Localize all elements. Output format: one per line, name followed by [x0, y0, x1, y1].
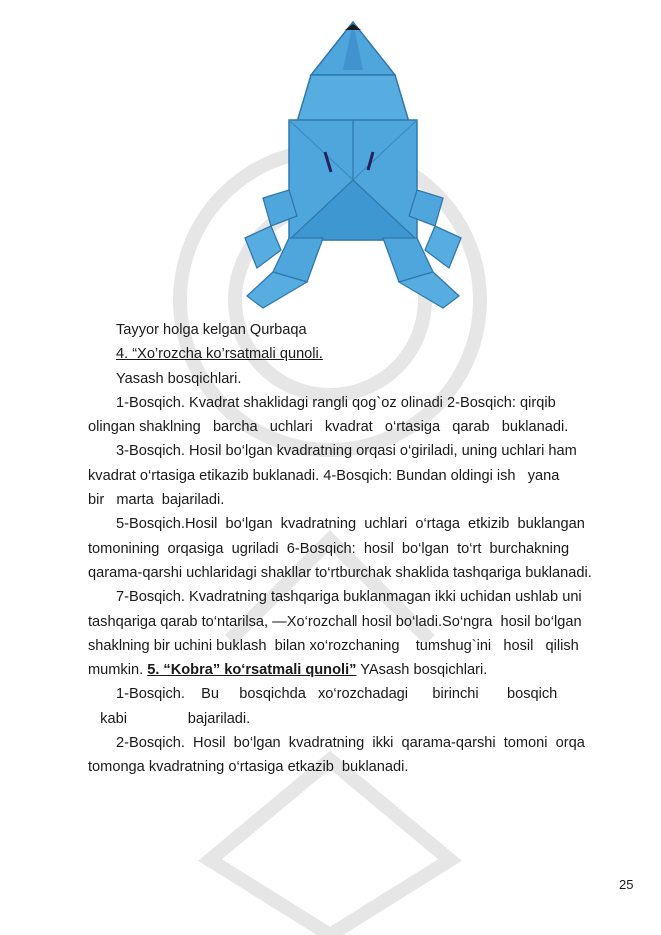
section-heading-5-line — [88, 658, 616, 682]
section-heading-5: 5. “Kobra” ko‘rsatmali qunoli” — [147, 662, 357, 679]
paragraph-line: 3-Bosqich. Hosil bo‘lgan kvadratning orqasi o‘giriladi, uning uchlari ham — [116, 443, 577, 460]
section-heading-4: 4. “Xo’rozcha ko’rsatmali qunoli. — [116, 346, 323, 363]
paragraph-line: qarama-qarshi uchlaridagi shakllar to‘rtburchak shaklida tashqariga buklanadi. — [88, 564, 592, 581]
paragraph-line: bir marta bajariladi. — [88, 492, 225, 509]
page-number: 25 — [619, 877, 634, 892]
paragraph-line: tashqariga qarab to‘ntarilsa, ―Xo‘rozcha‖ hosil bo‘ladi.So‘ngra hosil bo‘lgan — [88, 613, 582, 630]
paragraph-line: kvadrat o‘rtasiga etikazib buklanadi. 4-Bosqich: Bundan oldingi ish yana — [88, 467, 560, 484]
section-heading-5-suffix: YAsash bosqichlari. — [356, 662, 488, 679]
paragraph-line: Yasash bosqichlari. — [116, 370, 242, 387]
paragraph-line: 7-Bosqich. Kvadratning tashqariga buklanmagan ikki uchidan ushlab uni — [116, 589, 582, 606]
paragraph-line: shaklning bir uchini buklash bilan xo‘rozchaning tumshug`ini hosil qilish — [88, 637, 579, 654]
paragraph-line: 1-Bosqich. Kvadrat shaklidagi rangli qog`oz olinadi 2-Bosqich: qirqib — [116, 394, 556, 411]
mumkin-text: mumkin. — [88, 662, 144, 679]
paragraph-line: tomonga kvadratning o‘rtasiga etkazib buklanadi. — [88, 759, 409, 776]
paragraph-line: 2-Bosqich. Hosil bo‘lgan kvadratning ikki qarama-qarshi tomoni orqa — [116, 735, 585, 752]
figure-caption: Tayyor holga kelgan Qurbaqa — [116, 322, 307, 338]
paragraph-line: kabi bajariladi. — [88, 710, 251, 727]
paragraph-line: olingan shaklning barcha uchlari kvadrat o‘rtasiga qarab buklanadi. — [88, 419, 569, 436]
paragraph-line: tomonining orqasiga ugriladi 6-Bosqich: hosil bo‘lgan to‘rt burchakning — [88, 540, 570, 557]
origami-frog-figure — [243, 20, 463, 310]
paragraph-line: 1-Bosqich. Bu bosqichda xo‘rozchadagi birinchi bosqich — [116, 686, 558, 703]
document-text — [88, 318, 616, 780]
paragraph-line: 5-Bosqich.Hosil bo‘lgan kvadratning uchlari o‘rtaga etkizib buklangan — [116, 516, 585, 533]
